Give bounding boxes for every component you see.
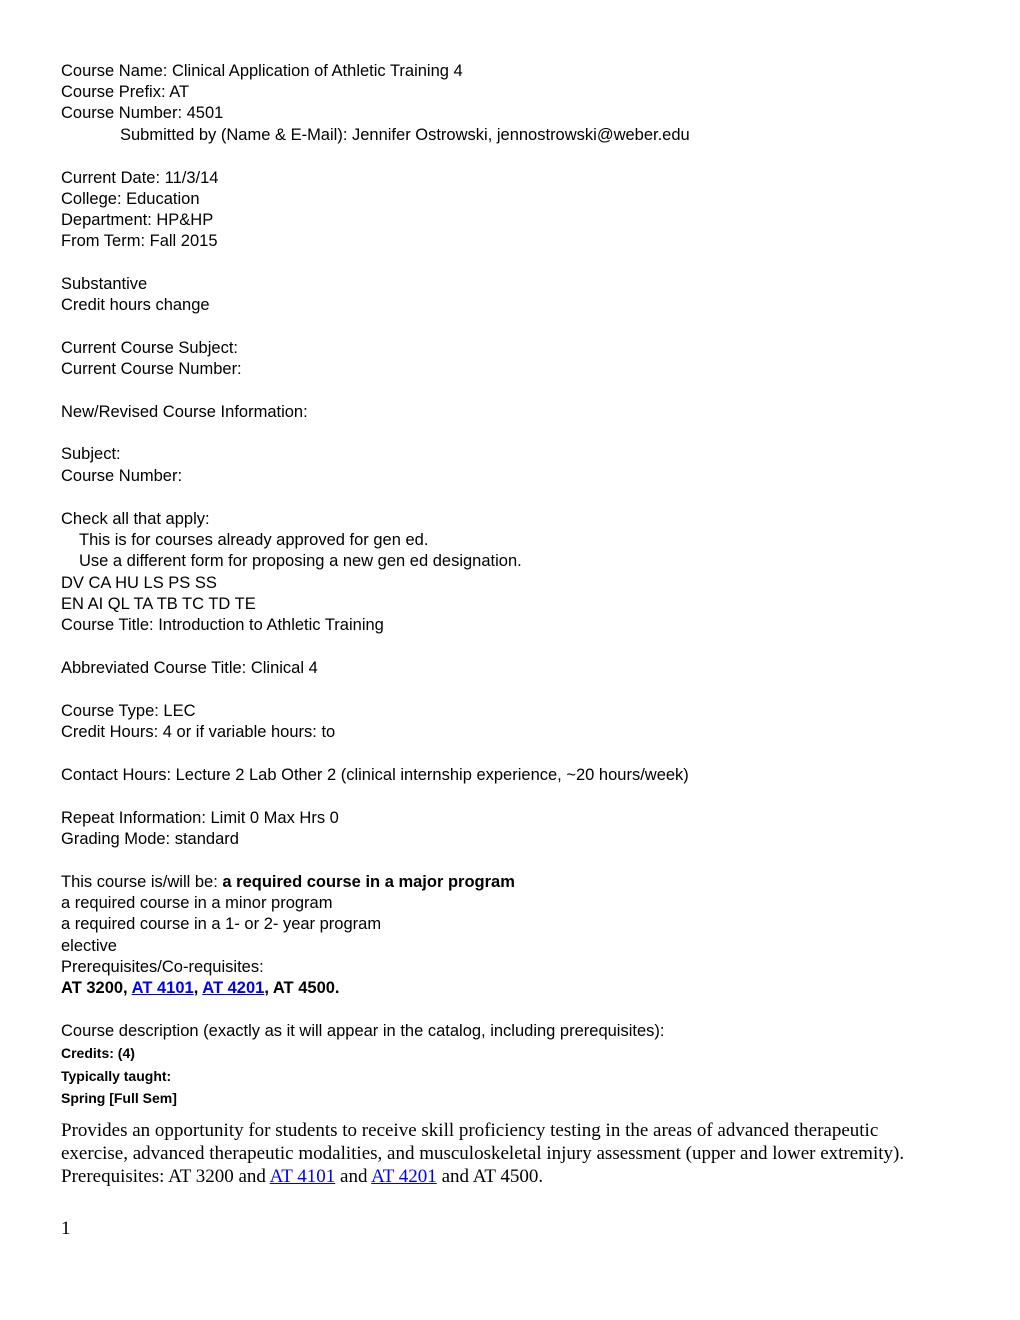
repeat-info: Repeat Information: Limit 0 Max Hrs 0 [61,809,339,827]
catalog-description [61,1119,961,1188]
prereq-text-2: , AT 4500. [264,979,340,997]
college: College: Education [61,190,200,208]
course-is-line [61,872,515,893]
submitted-by: Submitted by (Name & E-Mail): Jennifer Ostrowski, jennostrowski@weber.edu [120,126,690,144]
course-prefix: Course Prefix: AT [61,83,190,101]
current-course-number: Current Course Number: [61,360,242,378]
credit-hours: Credit Hours: 4 or if variable hours: to [61,723,336,741]
prereq-sep: , [193,979,203,997]
description-prereq-text: Prerequisites: AT 3200 and [61,1166,270,1187]
option-year-program: a required course in a 1- or 2- year program [61,915,382,933]
gen-ed-note-1: This is for courses already approved for gen ed. [79,531,429,549]
description-line-2: exercise, advanced therapeutic modalities, and musculoskeletal injury assessment (upper and lower extremity). [61,1143,905,1164]
option-elective: elective [61,937,117,955]
department: Department: HP&HP [61,211,214,229]
prereq-text-1: AT 3200, [61,979,132,997]
spring-full-sem: Spring [Full Sem] [61,1090,177,1106]
page-number: 1 [61,1218,71,1239]
description-line-1: Provides an opportunity for students to receive skill proficiency testing in the areas of advanced therapeutic [61,1120,879,1141]
description-link-at4101[interactable]: AT 4101 [269,1166,336,1187]
description-link-at4201[interactable]: AT 4201 [371,1166,437,1187]
subject-label: Subject: [61,445,121,463]
option-minor: a required course in a minor program [61,894,333,912]
prereq-label: Prerequisites/Co-requisites: [61,958,264,976]
course-number: Course Number: 4501 [61,104,224,122]
contact-hours: Contact Hours: Lecture 2 Lab Other 2 (clinical internship experience, ~20 hours/week) [61,766,689,784]
course-name: Course Name: Clinical Application of Athletic Training 4 [61,62,463,80]
credits: Credits: (4) [61,1045,135,1061]
prereq-link-at4101[interactable]: AT 4101 [131,979,194,997]
new-revised-info: New/Revised Course Information: [61,403,308,421]
current-date: Current Date: 11/3/14 [61,169,219,187]
course-description-label: Course description (exactly as it will appear in the catalog, including prerequisites): [61,1022,665,1040]
substantive: Substantive [61,275,148,293]
course-is-value: a required course in a major program [222,873,515,891]
current-course-subject: Current Course Subject: [61,339,238,357]
credit-hours-change: Credit hours change [61,296,210,314]
prereq-line [61,978,340,999]
course-title: Course Title: Introduction to Athletic Training [61,616,384,634]
description-end: and AT 4500. [436,1166,544,1187]
prereq-link-at4201[interactable]: AT 4201 [202,979,265,997]
gen-ed-codes-2: EN AI QL TA TB TC TD TE [61,595,256,613]
abbreviated-title: Abbreviated Course Title: Clinical 4 [61,659,318,677]
typically-taught: Typically taught: [61,1068,172,1084]
description-line-3 [61,1165,961,1188]
gen-ed-codes-1: DV CA HU LS PS SS [61,574,217,592]
course-number-label: Course Number: [61,467,183,485]
course-type: Course Type: LEC [61,702,196,720]
course-is-label: This course is/will be: [61,873,223,891]
gen-ed-note-2: Use a different form for proposing a new gen ed designation. [79,552,522,570]
from-term: From Term: Fall 2015 [61,232,218,250]
description-and: and [335,1166,372,1187]
grading-mode: Grading Mode: standard [61,830,239,848]
check-all-label: Check all that apply: [61,510,210,528]
